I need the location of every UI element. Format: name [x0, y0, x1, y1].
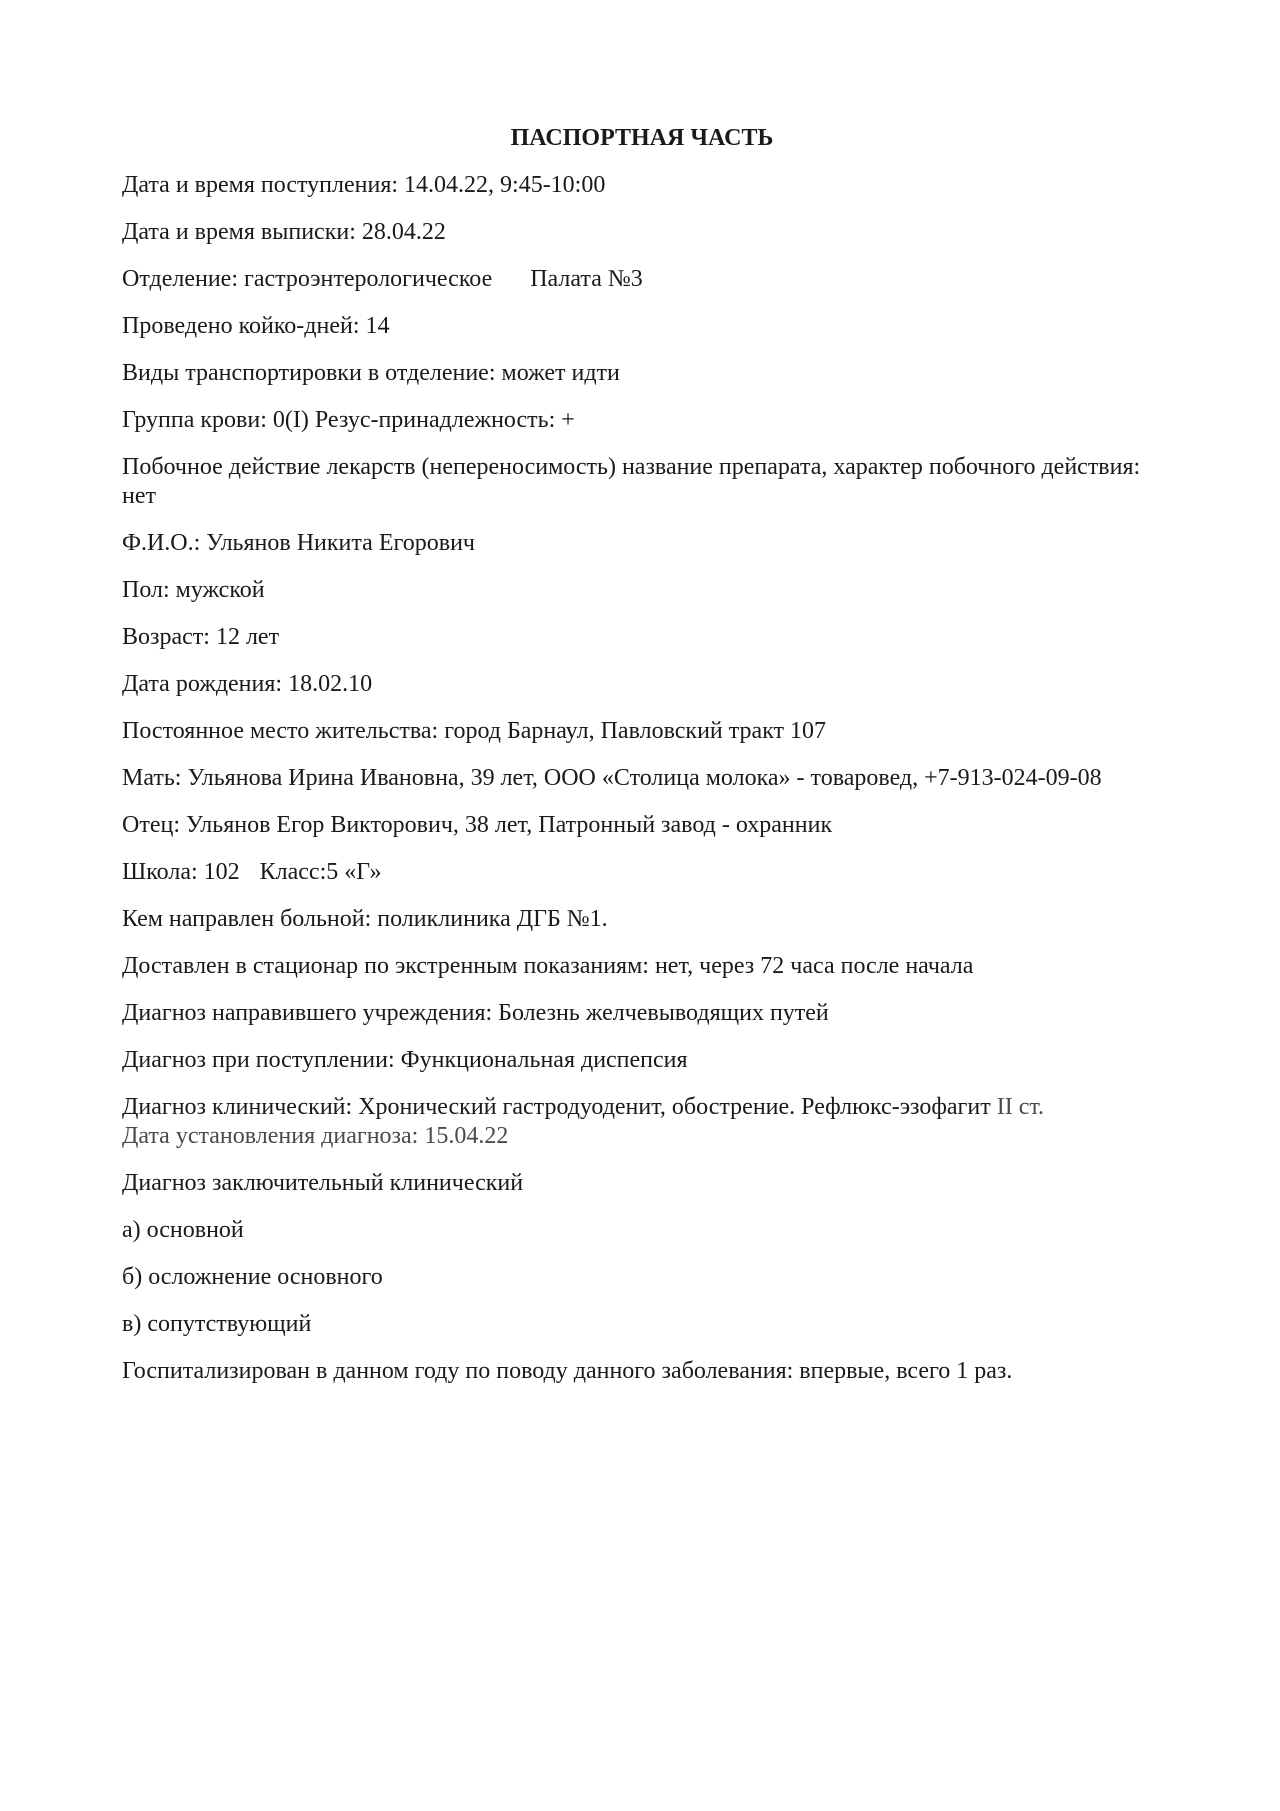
clinical-diagnosis-stage: II ст.: [996, 1094, 1045, 1120]
mother-line: Мать: Ульянова Ирина Ивановна, 39 лет, ООО «Столица молока» - товаровед, +7-913-024-09-08: [122, 765, 1102, 791]
class-text: Класс:5 «Г»: [259, 859, 382, 885]
final-concomitant-line: в) сопутствующий: [122, 1311, 312, 1337]
sex-line: Пол: мужской: [122, 577, 265, 603]
clinical-diagnosis-block: [122, 1093, 1162, 1151]
final-diagnosis-line: Диагноз заключительный клинический: [122, 1170, 524, 1196]
residence-line: Постоянное место жительства: город Барнаул, Павловский тракт 107: [122, 718, 827, 744]
full-name-line: Ф.И.О.: Ульянов Никита Егорович: [122, 530, 475, 556]
department-text: Отделение: гастроэнтерологическое: [122, 266, 493, 292]
page-title: ПАСПОРТНАЯ ЧАСТЬ: [510, 125, 774, 151]
admission-diagnosis-line: Диагноз при поступлении: Функциональная диспепсия: [122, 1047, 688, 1073]
transport-line: Виды транспортировки в отделение: может идти: [122, 360, 620, 386]
bed-days-line: Проведено койко-дней: 14: [122, 313, 390, 339]
age-line: Возраст: 12 лет: [122, 624, 280, 650]
final-main-line: а) основной: [122, 1217, 244, 1243]
diagnosis-date-text: Дата установления диагноза: 15.04.22: [122, 1123, 509, 1149]
referred-by-line: Кем направлен больной: поликлиника ДГБ №1.: [122, 906, 608, 932]
clinical-diagnosis-text: Диагноз клинический: Хронический гастродуоденит, обострение. Рефлюкс-эзофагит: [122, 1094, 991, 1120]
school-text: Школа: 102: [122, 859, 240, 885]
discharge-line: Дата и время выписки: 28.04.22: [122, 219, 446, 245]
final-complication-line: б) осложнение основного: [122, 1264, 383, 1290]
document-body: [122, 124, 1162, 1404]
father-line: Отец: Ульянов Егор Викторович, 38 лет, Патронный завод - охранник: [122, 812, 833, 838]
department-line: [122, 265, 1162, 294]
side-effects-line: Побочное действие лекарств (непереносимость) название препарата, характер побочного действия: нет: [122, 454, 1141, 509]
admission-line: Дата и время поступления: 14.04.22, 9:45-10:00: [122, 172, 606, 198]
hospitalized-line: Госпитализирован в данном году по поводу данного заболевания: впервые, всего 1 раз.: [122, 1358, 1013, 1384]
emergency-line: Доставлен в стационар по экстренным показаниям: нет, через 72 часа после начала: [122, 953, 974, 979]
ward-text: Палата №3: [530, 266, 643, 292]
referral-diagnosis-line: Диагноз направившего учреждения: Болезнь желчевыводящих путей: [122, 1000, 829, 1026]
blood-group-line: Группа крови: 0(I) Резус-принадлежность: +: [122, 407, 575, 433]
birth-date-line: Дата рождения: 18.02.10: [122, 671, 373, 697]
school-line: [122, 858, 1162, 887]
